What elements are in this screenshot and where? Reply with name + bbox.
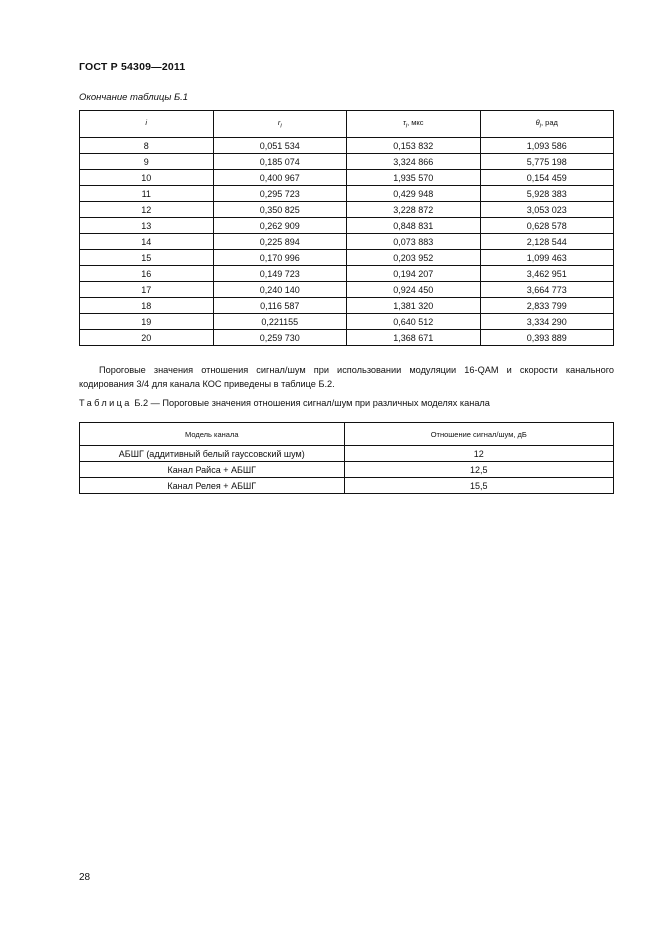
table-cell: 20 xyxy=(80,330,214,346)
table-cell: 12 xyxy=(344,446,613,462)
table-row xyxy=(80,138,614,154)
table-row xyxy=(80,202,614,218)
table-cell: 19 xyxy=(80,314,214,330)
table-cell: 16 xyxy=(80,266,214,282)
table-cell: 5,928 383 xyxy=(480,186,614,202)
table-cell: 3,462 951 xyxy=(480,266,614,282)
table2-title: Таблица Б.2 — Пороговые значения отношения сигнал/шум при различных моделях канала xyxy=(79,398,490,408)
table-cell: АБШГ (аддитивный белый гауссовский шум) xyxy=(80,446,345,462)
table-cell: 11 xyxy=(80,186,214,202)
table-row xyxy=(80,314,614,330)
table-cell: 3,334 290 xyxy=(480,314,614,330)
paragraph-text: Пороговые значения отношения сигнал/шум при использовании модуляции 16-QAM и скорости канального кодирования 3/4 для канала КОС приведены в таблице Б.2. xyxy=(79,365,614,389)
table-cell: 0,154 459 xyxy=(480,170,614,186)
column-header-tau: $\tau_i$, мкс xyxy=(347,111,481,138)
table-header-row xyxy=(80,423,614,446)
table-cell: 1,368 671 xyxy=(347,330,481,346)
table-cell: 1,381 320 xyxy=(347,298,481,314)
coefficients-table xyxy=(79,110,614,346)
table-cell: 1,093 586 xyxy=(480,138,614,154)
document-header: ГОСТ Р 54309—2011 xyxy=(79,61,186,73)
table-row xyxy=(80,234,614,250)
table-cell: 0,262 909 xyxy=(213,218,347,234)
table-cell: 15,5 xyxy=(344,478,613,494)
table-cell: 0,051 534 xyxy=(213,138,347,154)
table-cell: 0,153 832 xyxy=(347,138,481,154)
table-cell: 0,194 207 xyxy=(347,266,481,282)
column-header-r: $r_i$ xyxy=(213,111,347,138)
table-cell: 5,775 198 xyxy=(480,154,614,170)
table-cell: Канал Релея + АБШГ xyxy=(80,478,345,494)
table-cell: 0,116 587 xyxy=(213,298,347,314)
table-cell: 18 xyxy=(80,298,214,314)
table-row xyxy=(80,170,614,186)
table-cell: 0,203 952 xyxy=(347,250,481,266)
column-header-channel-model: Модель канала xyxy=(80,423,345,446)
table-cell: 15 xyxy=(80,250,214,266)
snr-threshold-table xyxy=(79,422,614,494)
table-cell: 0,400 967 xyxy=(213,170,347,186)
table-row xyxy=(80,218,614,234)
table-cell: 10 xyxy=(80,170,214,186)
table-cell: 8 xyxy=(80,138,214,154)
table-row xyxy=(80,154,614,170)
table-cell: 0,221155 xyxy=(213,314,347,330)
table-cell: 0,149 723 xyxy=(213,266,347,282)
table-cell: 9 xyxy=(80,154,214,170)
table-cell: 0,628 578 xyxy=(480,218,614,234)
table-row xyxy=(80,282,614,298)
table-cell: 1,935 570 xyxy=(347,170,481,186)
table-cell: 0,185 074 xyxy=(213,154,347,170)
table-cell: 3,053 023 xyxy=(480,202,614,218)
table-cell: 12 xyxy=(80,202,214,218)
table-cell: 17 xyxy=(80,282,214,298)
table-row xyxy=(80,298,614,314)
table-cell: 0,259 730 xyxy=(213,330,347,346)
table-cell: 0,225 894 xyxy=(213,234,347,250)
table-cell: 0,170 996 xyxy=(213,250,347,266)
table-cell: 12,5 xyxy=(344,462,613,478)
column-header-i: i xyxy=(80,111,214,138)
table-cell: 2,128 544 xyxy=(480,234,614,250)
table-header-row xyxy=(80,111,614,138)
table-row xyxy=(80,186,614,202)
table-cell: 0,295 723 xyxy=(213,186,347,202)
table-row xyxy=(80,266,614,282)
table-row xyxy=(80,250,614,266)
table-cell: 3,324 866 xyxy=(347,154,481,170)
page-number: 28 xyxy=(79,872,91,883)
table-cell: 0,240 140 xyxy=(213,282,347,298)
table-caption: Окончание таблицы Б.1 xyxy=(79,92,189,103)
table-cell: 0,429 948 xyxy=(347,186,481,202)
table-cell: 0,924 450 xyxy=(347,282,481,298)
table-cell: 0,393 889 xyxy=(480,330,614,346)
table-cell: 2,833 799 xyxy=(480,298,614,314)
table-cell: 3,664 773 xyxy=(480,282,614,298)
table-cell: 0,640 512 xyxy=(347,314,481,330)
table-row xyxy=(80,462,614,478)
table-cell: 14 xyxy=(80,234,214,250)
table-cell: 0,073 883 xyxy=(347,234,481,250)
table-cell: Канал Райса + АБШГ xyxy=(80,462,345,478)
table-cell: 0,350 825 xyxy=(213,202,347,218)
table-cell: 3,228 872 xyxy=(347,202,481,218)
table-cell: 0,848 831 xyxy=(347,218,481,234)
table-row xyxy=(80,478,614,494)
table-cell: 1,099 463 xyxy=(480,250,614,266)
column-header-theta: $\theta_i$, рад xyxy=(480,111,614,138)
table-row xyxy=(80,446,614,462)
column-header-snr: Отношение сигнал/шум, дБ xyxy=(344,423,613,446)
table-row xyxy=(80,330,614,346)
table-cell: 13 xyxy=(80,218,214,234)
